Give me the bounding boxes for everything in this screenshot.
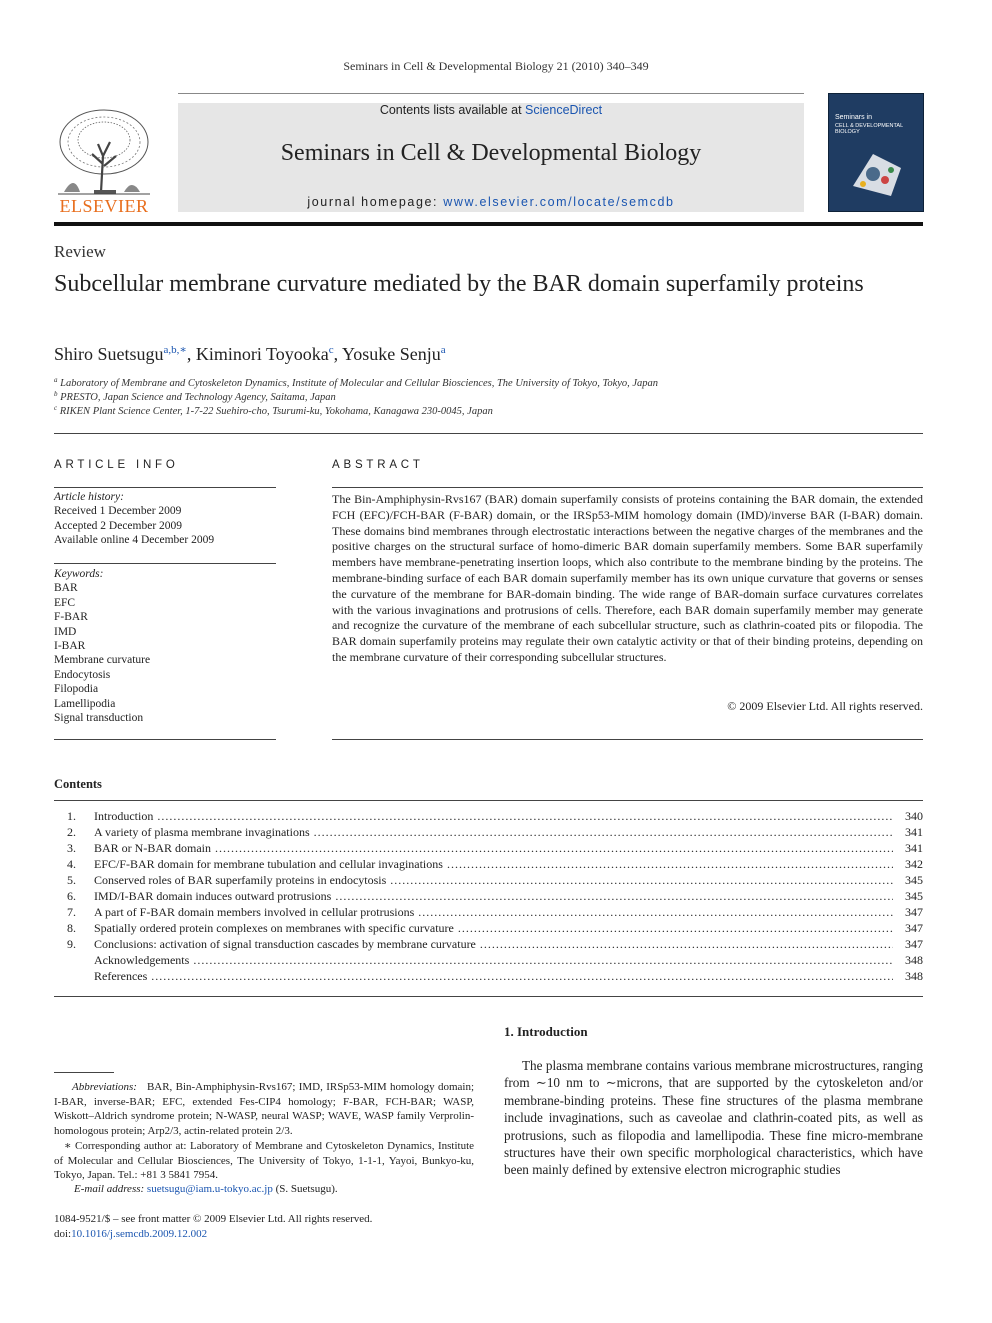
article-info-bottom-rule	[54, 739, 276, 740]
online-date: Available online 4 December 2009	[54, 534, 215, 547]
toc-page: 347	[893, 920, 923, 936]
toc-number: 8.	[67, 921, 76, 935]
keywords-rule	[54, 563, 276, 564]
author-name[interactable]: Kiminori Toyooka	[195, 344, 329, 364]
author-affiliation-mark[interactable]: a	[440, 344, 446, 356]
toc-title[interactable]: Introduction .....	[94, 808, 893, 824]
toc-entry[interactable]	[54, 904, 923, 920]
introduction-paragraph: The plasma membrane contains various membrane microstructures, ranging from ∼10 nm to ∼microns, that are supported by the cytoskeleton and/or membrane-binding proteins. These fine structures of the plasma membrane include invaginations, such as caveolae and clathrin-coated pits, as well as protrusions, such as filopodia and lamellipodia. These fine micro-membrane structures have their own specific morphological characteristics, which have been mainly defined by extensive electron micrographic studies	[504, 1058, 923, 1178]
keyword: Endocytosis	[54, 668, 111, 681]
homepage-link[interactable]: www.elsevier.com/locate/semcdb	[443, 195, 675, 209]
toc-number: 1.	[67, 809, 76, 823]
cover-title: Seminars in	[835, 114, 872, 121]
contents-availability	[178, 103, 804, 117]
cover-subtitle: CELL & DEVELOPMENTAL BIOLOGY	[835, 123, 903, 135]
affiliation-text: Laboratory of Membrane and Cytoskeleton Dynamics, Institute of Molecular and Cellular Biosciences, The University of Tokyo, Tokyo, Japan	[60, 378, 659, 389]
toc-page: 348	[893, 952, 923, 968]
issn-line: 1084-9521/$ – see front matter © 2009 Elsevier Ltd. All rights reserved.	[54, 1213, 373, 1225]
toc-entry[interactable]	[54, 840, 923, 856]
article-info-heading: ARTICLE INFO	[54, 459, 179, 471]
keyword: BAR	[54, 582, 78, 595]
toc-title[interactable]: IMD/I-BAR domain induces outward protrusions .....	[94, 888, 893, 904]
toc-entry[interactable]	[54, 824, 923, 840]
keyword: Filopodia	[54, 683, 99, 696]
header-rule	[178, 93, 804, 94]
email-label: E-mail address:	[74, 1183, 145, 1195]
toc-title[interactable]: A part of F-BAR domain members involved in cellular protrusions .....	[94, 904, 893, 920]
contents-heading: Contents	[54, 777, 102, 791]
toc-page: 348	[893, 968, 923, 984]
corresponding-text: Laboratory of Membrane and Cytoskeleton Dynamics, Institute of Molecular and Cellular Biosciences, The University of Tokyo, 1-1-1, Yayoi, Bunkyo-ku, Tokyo, Japan. Tel.: +81 3 5841 7954.	[54, 1140, 475, 1181]
toc-title[interactable]: Acknowledgements .....	[94, 952, 893, 968]
affiliation	[54, 390, 336, 403]
accepted-date: Accepted 2 December 2009	[54, 519, 183, 532]
toc-number: 2.	[67, 825, 76, 839]
toc-entry[interactable]	[54, 888, 923, 904]
affiliation	[54, 404, 493, 417]
keyword: I-BAR	[54, 640, 86, 653]
keyword: EFC	[54, 596, 76, 609]
table-of-contents	[54, 808, 923, 984]
toc-title[interactable]: EFC/F-BAR domain for membrane tubulation and cellular invaginations .....	[94, 856, 893, 872]
abstract-copyright: © 2009 Elsevier Ltd. All rights reserved.	[727, 699, 923, 713]
author-list: Shiro Suetsugu$^{a,b,∗}$, Kiminori Toyooka$^c$, Yosuke Senju$^a$	[54, 344, 446, 364]
toc-number: 9.	[67, 937, 76, 951]
toc-title[interactable]: Spatially ordered protein complexes on membranes with specific curvature .....	[94, 920, 893, 936]
toc-entry[interactable]	[54, 856, 923, 872]
affiliation-text: RIKEN Plant Science Center, 1-7-22 Suehiro-cho, Tsurumi-ku, Yokohama, Kanagawa 230-0045, Japan	[59, 406, 493, 417]
toc-number: 7.	[67, 905, 76, 919]
abstract-rule	[332, 487, 923, 488]
affiliation-mark: c	[54, 404, 58, 412]
email-footnote	[54, 1182, 474, 1197]
keyword: IMD	[54, 625, 77, 638]
elsevier-logo[interactable]	[54, 104, 154, 216]
sciencedirect-link[interactable]: ScienceDirect	[525, 103, 603, 117]
keyword: Membrane curvature	[54, 654, 151, 667]
doi-link[interactable]: 10.1016/j.semcdb.2009.12.002	[71, 1228, 208, 1240]
abbreviations-footnote	[54, 1080, 474, 1138]
front-matter-info	[54, 1212, 372, 1242]
toc-page: 340	[893, 808, 923, 824]
toc-page: 341	[893, 824, 923, 840]
journal-cover-thumbnail[interactable]	[828, 93, 924, 212]
toc-entry[interactable]	[54, 872, 923, 888]
toc-entry[interactable]	[54, 920, 923, 936]
abstract-text: The Bin-Amphiphysin-Rvs167 (BAR) domain superfamily consists of proteins containing the BAR domain, the extended FCH (EFC)/FCH-BAR (F-BAR) domain, or the IRSp53-MIM homology domain (IMD)/inverse BAR (I-BAR) domain. These domains bind membranes through electrostatic interactions between the negative charges of the membranes and the positive charges on the structural surface of homo-dimeric BAR domain superfamily members. Some BAR superfamily members have membrane-penetrating insertion loops, which also contribute to the membrane binding by the proteins. The membrane-binding surface of each BAR domain superfamily member has its own unique curvature that governs or senses the curvature of the membrane for BAR-domain binding. The wide range of BAR-domain surface curvatures correlates with the various invaginations and protrusions of cells. Therefore, each BAR domain superfamily member may generate and recognize the curvature of the membrane of each subcellular structure, such as clathrin-coated pits or filopodia. The BAR domain superfamily proteins may regulate their own catalytic activity or that of their binding proteins, depending on the membrane curvature of their corresponding subcellular structures.	[332, 492, 923, 664]
abstract-heading: ABSTRACT	[332, 459, 424, 471]
affiliation-mark: a	[54, 376, 58, 384]
article-history	[54, 490, 276, 548]
keyword: Signal transduction	[54, 712, 144, 725]
contents-prefix: Contents lists available at	[379, 103, 526, 117]
author-name[interactable]: Shiro Suetsugu	[54, 344, 164, 364]
toc-number: 5.	[67, 873, 76, 887]
affiliation	[54, 376, 658, 389]
affiliation-mark: b	[54, 390, 58, 398]
article-info-rule	[54, 487, 276, 488]
keywords-label: Keywords:	[54, 568, 104, 580]
cover-illustration-icon	[843, 146, 909, 202]
keywords-block	[54, 567, 276, 725]
abbreviations-text: BAR, Bin-Amphiphysin-Rvs167; IMD, IRSp53-MIM homology domain; I-BAR, inverse-BAR; EFC, extended Fes-CIP4 homology; F-BAR, FCH-BAR; WASP, Wiskott–Aldrich syndrome protein; N-WASP, neural WASP; WAVE, WASP family Verprolin-homologous protein; Arp2/3, actin-related protein 2/3.	[54, 1081, 474, 1137]
toc-page: 345	[893, 888, 923, 904]
toc-title[interactable]: A variety of plasma membrane invaginations .....	[94, 824, 893, 840]
publisher-wordmark: ELSEVIER	[59, 196, 149, 216]
header-thick-rule	[54, 222, 923, 226]
affiliation-text: PRESTO, Japan Science and Technology Agency, Saitama, Japan	[60, 392, 336, 403]
keyword: Lamellipodia	[54, 697, 116, 710]
corresponding-author-footnote	[54, 1139, 474, 1183]
keyword: F-BAR	[54, 611, 88, 624]
toc-title[interactable]: Conserved roles of BAR superfamily proteins in endocytosis .....	[94, 872, 893, 888]
toc-title[interactable]: BAR or N-BAR domain .....	[94, 840, 893, 856]
received-date: Received 1 December 2009	[54, 505, 182, 518]
toc-title[interactable]: References .....	[94, 968, 893, 984]
toc-entry[interactable]	[54, 808, 923, 824]
toc-page: 345	[893, 872, 923, 888]
toc-page: 347	[893, 904, 923, 920]
journal-homepage	[178, 195, 804, 209]
email-suffix: (S. Suetsugu).	[275, 1183, 338, 1195]
toc-page: 342	[893, 856, 923, 872]
toc-number: 4.	[67, 857, 76, 871]
toc-entry[interactable]	[54, 952, 923, 968]
toc-entry[interactable]	[54, 936, 923, 952]
corresponding-label: ∗ Corresponding author at:	[64, 1140, 187, 1152]
journal-citation: Seminars in Cell & Developmental Biology 21 (2010) 340–349	[343, 59, 649, 73]
author-name[interactable]: Yosuke Senju	[342, 344, 441, 364]
homepage-prefix: journal homepage:	[307, 195, 444, 209]
doi-line	[54, 1227, 372, 1242]
doi-prefix: doi:	[54, 1228, 72, 1240]
contents-bottom-rule	[54, 996, 923, 997]
toc-number: 6.	[67, 889, 76, 903]
email-link[interactable]: suetsugu@iam.u-tokyo.ac.jp	[146, 1183, 273, 1195]
title-divider	[54, 433, 923, 434]
toc-page: 347	[893, 936, 923, 952]
author-affiliation-mark[interactable]: a,b,∗	[163, 344, 187, 356]
contents-top-rule	[54, 800, 923, 801]
journal-title: Seminars in Cell & Developmental Biology	[280, 140, 702, 166]
abstract-bottom-rule	[332, 739, 923, 740]
section-heading-introduction: 1. Introduction	[504, 1024, 588, 1039]
footnote-rule	[54, 1072, 114, 1073]
toc-entry[interactable]	[54, 968, 923, 984]
history-label: Article history:	[54, 491, 124, 503]
article-type: Review	[54, 242, 106, 261]
toc-title[interactable]: Conclusions: activation of signal transduction cascades by membrane curvature .....	[94, 936, 893, 952]
author-affiliation-mark[interactable]: c	[328, 344, 334, 356]
article-title: Subcellular membrane curvature mediated by the BAR domain superfamily proteins	[54, 271, 864, 297]
abbreviations-label: Abbreviations:	[72, 1081, 137, 1093]
toc-page: 341	[893, 840, 923, 856]
toc-number: 3.	[67, 841, 76, 855]
